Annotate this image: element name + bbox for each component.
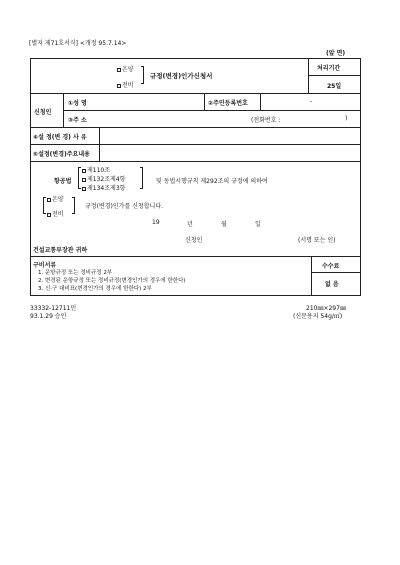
divider — [63, 110, 361, 111]
brace-icon — [43, 197, 46, 214]
clause-option-110[interactable] — [82, 165, 110, 174]
checkbox-icon — [117, 68, 121, 72]
clause-label: 제134조제3항 — [87, 185, 126, 192]
period-value: 25일 — [327, 83, 342, 90]
clause-option-132[interactable] — [82, 174, 125, 183]
clause-label: 제110조 — [87, 167, 111, 174]
checkbox-icon — [47, 213, 51, 217]
address-label: ③주 소 — [68, 117, 87, 124]
divider — [30, 144, 361, 145]
clause-option-134[interactable] — [82, 183, 125, 192]
checkbox-icon — [82, 178, 86, 182]
request-text: 규정(변경)인가를 신청합니다. — [85, 203, 164, 210]
divider — [30, 127, 361, 128]
paper-spec: (신문용지 54g/㎡) — [293, 313, 343, 320]
option-label: 온양 — [122, 66, 134, 73]
option-label: 전비 — [122, 82, 134, 89]
phone-label: (전화번호 : — [251, 117, 281, 124]
signer-label: 신청인 — [185, 237, 203, 244]
date-year: 19 — [152, 219, 160, 226]
attachment-item: 2. 변경된 운항규정 또는 정비규정(변경인가의 경우에 한한다) — [38, 278, 186, 284]
fee-value: 없 음 — [325, 281, 339, 288]
brace-icon — [78, 167, 81, 189]
law-suffix: 및 동법시행규칙 제292조의 규정에 의하여 — [156, 178, 268, 185]
approval-date: 93.1.29 승인 — [30, 313, 67, 320]
brace-icon — [141, 66, 144, 84]
content-field[interactable] — [104, 149, 356, 158]
checkbox-icon — [47, 198, 51, 202]
checkbox-icon — [82, 169, 86, 173]
recipient: 건설교통부장관 귀하 — [33, 247, 88, 254]
form-code: 33332-12711민 — [30, 305, 77, 312]
brace-icon — [140, 167, 143, 189]
law-label: 항공법 — [54, 178, 72, 185]
name-label: ①성 명 — [68, 100, 87, 107]
title-option-operation[interactable] — [117, 64, 134, 73]
title-option-maintenance[interactable] — [117, 80, 134, 89]
attachment-item: 3. 신·구 대비표(변경인가의 경우에 한한다) 2부 — [38, 286, 152, 292]
divider — [308, 75, 361, 76]
form-id: [별지 제71호서식] <개정 95.7.14> — [29, 40, 127, 47]
request-option-maintenance[interactable] — [47, 209, 64, 218]
phone-close: ) — [345, 115, 348, 122]
period-label: 처리기간 — [317, 65, 341, 72]
divider — [30, 93, 361, 94]
divider — [311, 272, 361, 273]
clause-label: 제132조제4항 — [87, 176, 126, 183]
content-label: ⑤설정(변경)주요내용 — [33, 151, 90, 158]
id-number-label: ②주민등록번호 — [208, 100, 248, 107]
reason-field[interactable] — [104, 132, 356, 141]
divider — [204, 93, 205, 110]
request-option-operation[interactable] — [47, 194, 64, 203]
divider — [30, 161, 361, 162]
attachments-label: 구비서류 — [33, 262, 57, 269]
name-field[interactable] — [112, 98, 200, 107]
divider — [311, 256, 312, 296]
date-year-unit: 년 — [187, 221, 193, 228]
date-day-unit: 일 — [255, 221, 261, 228]
option-label: 전비 — [52, 211, 64, 218]
id-number-field[interactable]: - — [309, 98, 313, 105]
checkbox-icon — [82, 187, 86, 191]
applicant-section-label: 신청인 — [34, 109, 52, 116]
signature-note: (서명 또는 인) — [298, 237, 336, 244]
fee-label: 수수료 — [322, 263, 340, 270]
date-month-unit: 월 — [221, 221, 227, 228]
form-title: 규정(변경)인가신청서 — [150, 72, 213, 80]
reason-label: ④설 정(변 경) 사 유 — [33, 134, 87, 141]
attachment-item: 1. 운항규정 또는 정비규정 2부 — [38, 270, 113, 276]
paper-size: 210㎜×297㎜ — [306, 305, 346, 312]
divider — [260, 93, 261, 110]
checkbox-icon — [117, 84, 121, 88]
brace-icon — [72, 197, 75, 214]
side-note: (앞 면) — [326, 50, 346, 57]
address-field[interactable] — [112, 115, 242, 124]
option-label: 온양 — [52, 196, 64, 203]
